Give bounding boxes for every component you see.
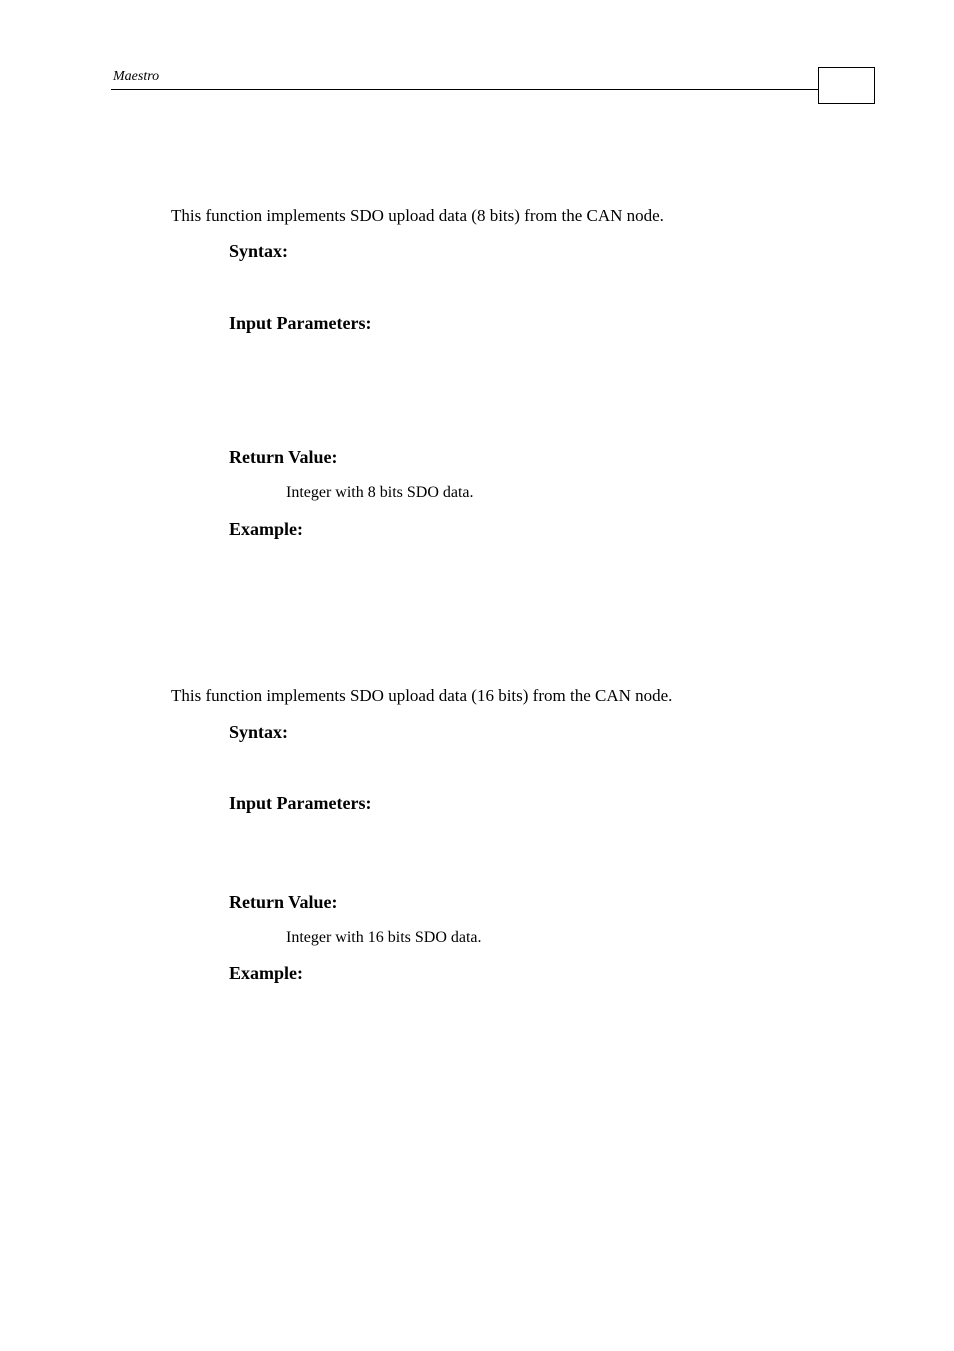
- function-description: This function implements SDO upload data (16 bits) from the CAN node.: [171, 686, 673, 705]
- syntax-heading: Syntax:: [229, 722, 289, 742]
- example-heading: Example:: [229, 519, 303, 539]
- return-value-text: Integer with 16 bits SDO data.: [286, 929, 482, 946]
- header-rule: [111, 89, 819, 90]
- return-value-heading: Return Value:: [229, 447, 338, 467]
- page-number-box: [818, 67, 875, 104]
- input-parameters-heading: Input Parameters:: [229, 793, 372, 813]
- syntax-heading: Syntax:: [229, 241, 289, 261]
- example-heading: Example:: [229, 963, 303, 983]
- return-value-heading: Return Value:: [229, 892, 338, 912]
- function-description: This function implements SDO upload data (8 bits) from the CAN node.: [171, 206, 664, 225]
- input-parameters-heading: Input Parameters:: [229, 313, 372, 333]
- header-title: Maestro: [113, 69, 160, 84]
- return-value-text: Integer with 8 bits SDO data.: [286, 484, 474, 501]
